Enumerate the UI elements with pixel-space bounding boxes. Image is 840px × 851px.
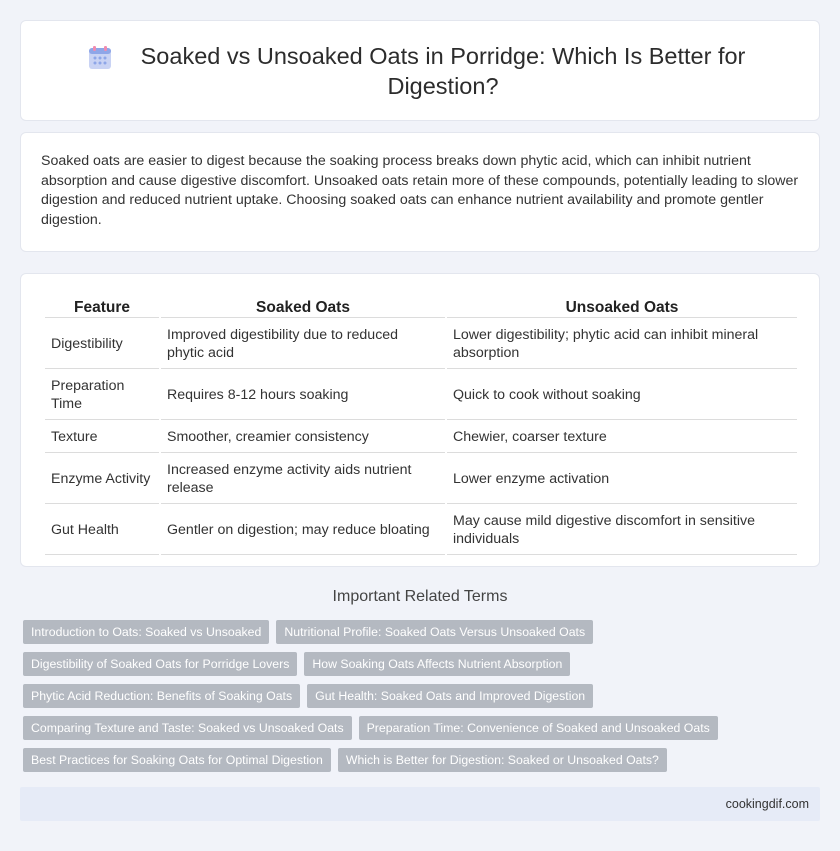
title-wrap bbox=[80, 41, 760, 101]
table-row bbox=[45, 422, 797, 453]
page-title: Soaked vs Unsoaked Oats in Porridge: Which Is Better for Digestion? bbox=[140, 42, 746, 99]
tag-row bbox=[23, 684, 723, 708]
table-cell-soaked: Requires 8-12 hours soaking bbox=[161, 371, 445, 420]
table-row bbox=[45, 455, 797, 504]
tag-row bbox=[23, 748, 723, 772]
footer bbox=[20, 787, 820, 821]
related-term-tag[interactable]: Best Practices for Soaking Oats for Optimal Digestion bbox=[23, 748, 331, 772]
related-terms-heading: Important Related Terms bbox=[332, 588, 508, 605]
table-cell-soaked: Smoother, creamier consistency bbox=[161, 422, 445, 453]
column-header-soaked: Soaked Oats bbox=[161, 298, 445, 318]
related-term-tag[interactable]: Introduction to Oats: Soaked vs Unsoaked bbox=[23, 620, 269, 644]
table-row bbox=[45, 506, 797, 555]
related-term-tag[interactable]: Nutritional Profile: Soaked Oats Versus Unsoaked Oats bbox=[276, 620, 593, 644]
intro-paragraph: Soaked oats are easier to digest because the soaking process breaks down phytic acid, which can inhibit nutrient absorption and cause digestive discomfort. Unsoaked oats retain more of these compounds, potentially leading to slower digestion and reduced nutrient uptake. Choosing soaked oats can enhance nutrient availability and promote gentler digestion. bbox=[41, 153, 799, 228]
table-cell-feature: Digestibility bbox=[45, 320, 159, 369]
related-term-tag[interactable]: Gut Health: Soaked Oats and Improved Digestion bbox=[307, 684, 593, 708]
table-cell-unsoaked: Lower enzyme activation bbox=[447, 455, 797, 504]
header-card bbox=[20, 20, 820, 121]
tag-row bbox=[23, 716, 723, 740]
table-cell-unsoaked: May cause mild digestive discomfort in sensitive individuals bbox=[447, 506, 797, 555]
footer-site-link[interactable]: cookingdif.com bbox=[725, 797, 809, 811]
table-cell-feature: Gut Health bbox=[45, 506, 159, 555]
related-term-tag[interactable]: Which is Better for Digestion: Soaked or Unsoaked Oats? bbox=[338, 748, 667, 772]
table-cell-feature: Preparation Time bbox=[45, 371, 159, 420]
calendar-grid-icon bbox=[87, 45, 113, 71]
intro-card bbox=[20, 132, 820, 252]
table-cell-soaked: Increased enzyme activity aids nutrient release bbox=[161, 455, 445, 504]
related-term-tag[interactable]: How Soaking Oats Affects Nutrient Absorption bbox=[304, 652, 570, 676]
table-header-row bbox=[45, 298, 797, 318]
table-cell-unsoaked: Chewier, coarser texture bbox=[447, 422, 797, 453]
tag-row bbox=[23, 652, 723, 676]
related-term-tag[interactable]: Digestibility of Soaked Oats for Porridge Lovers bbox=[23, 652, 297, 676]
table-row bbox=[45, 320, 797, 369]
table-row bbox=[45, 371, 797, 420]
table-cell-feature: Enzyme Activity bbox=[45, 455, 159, 504]
table-cell-soaked: Gentler on digestion; may reduce bloating bbox=[161, 506, 445, 555]
column-header-feature: Feature bbox=[45, 298, 159, 318]
table-cell-unsoaked: Quick to cook without soaking bbox=[447, 371, 797, 420]
related-terms-list bbox=[23, 620, 723, 780]
related-term-tag[interactable]: Comparing Texture and Taste: Soaked vs Unsoaked Oats bbox=[23, 716, 352, 740]
table-cell-feature: Texture bbox=[45, 422, 159, 453]
comparison-table-card bbox=[20, 273, 820, 567]
related-term-tag[interactable]: Phytic Acid Reduction: Benefits of Soaking Oats bbox=[23, 684, 300, 708]
tag-row bbox=[23, 620, 723, 644]
column-header-unsoaked: Unsoaked Oats bbox=[447, 298, 797, 318]
comparison-table bbox=[43, 296, 799, 557]
related-term-tag[interactable]: Preparation Time: Convenience of Soaked and Unsoaked Oats bbox=[359, 716, 718, 740]
table-cell-soaked: Improved digestibility due to reduced phytic acid bbox=[161, 320, 445, 369]
table-cell-unsoaked: Lower digestibility; phytic acid can inhibit mineral absorption bbox=[447, 320, 797, 369]
